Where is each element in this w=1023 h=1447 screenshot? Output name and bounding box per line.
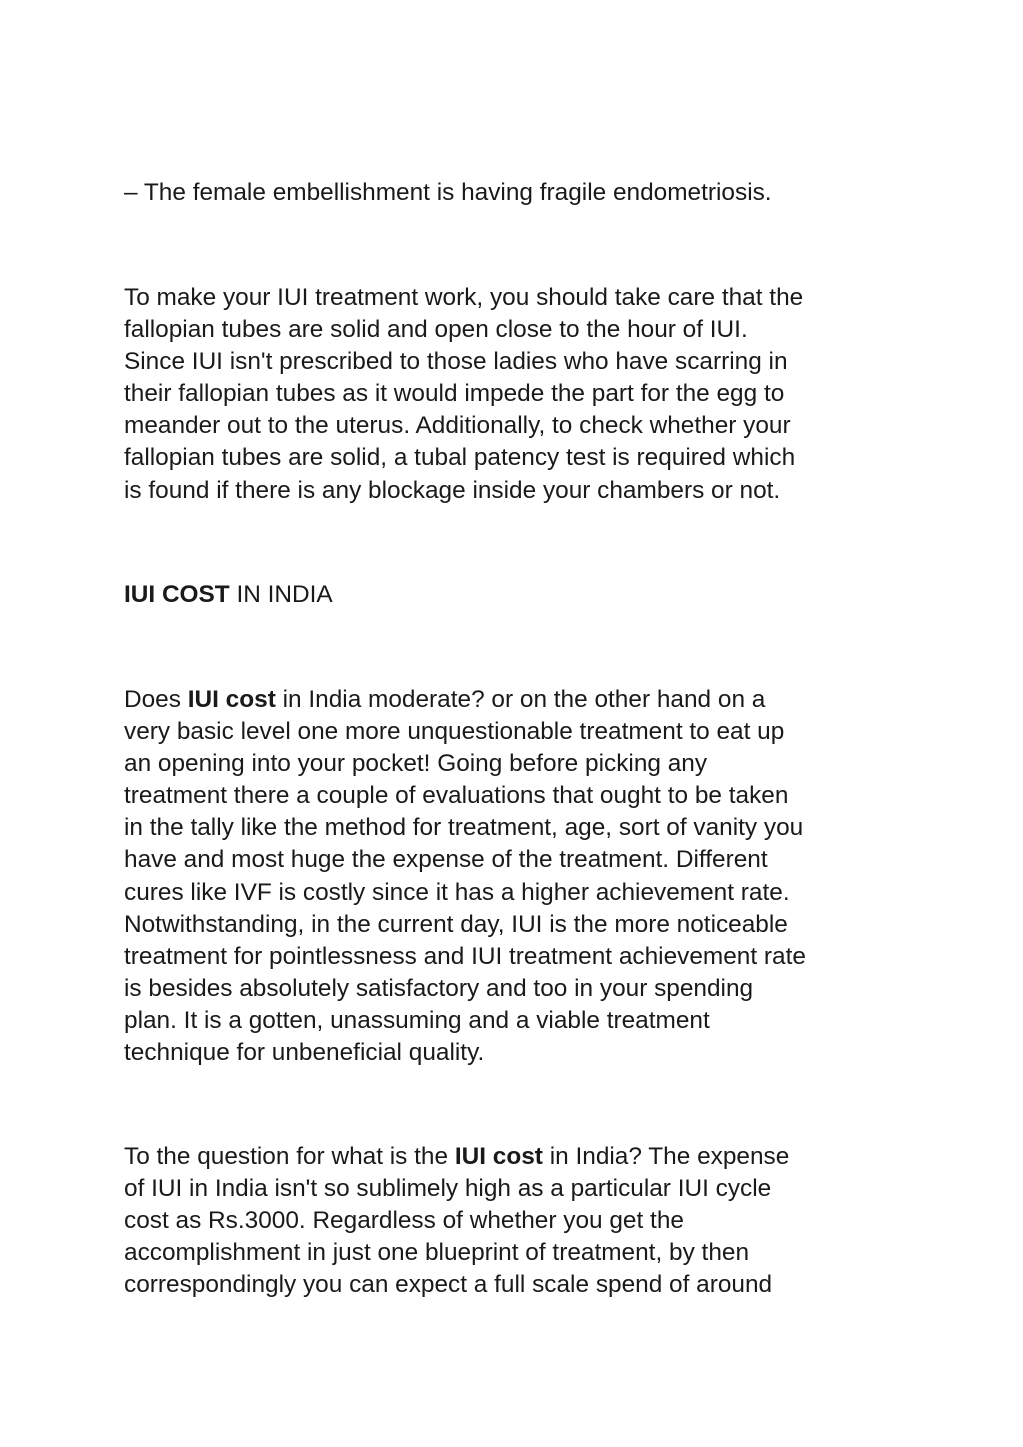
paragraph-iui-cycle-cost bbox=[124, 1141, 904, 1301]
text-line: Since IUI isn't prescribed to those ladies who have scarring in bbox=[124, 348, 788, 376]
text-line: cost as Rs.3000. Regardless of whether you get the bbox=[124, 1207, 684, 1235]
text-line: very basic level one more unquestionable treatment to eat up bbox=[124, 718, 785, 746]
text-run: in India moderate? or on the other hand on a bbox=[275, 686, 766, 713]
paragraph-iui-cost-india bbox=[124, 684, 904, 1069]
text-line bbox=[124, 1141, 904, 1173]
text-line: cures like IVF is costly since it has a higher achievement rate. bbox=[124, 878, 790, 906]
text-line: in the tally like the method for treatment, age, sort of vanity you bbox=[124, 814, 804, 842]
text-line: technique for unbeneficial quality. bbox=[124, 1039, 485, 1067]
text-line: Notwithstanding, in the current day, IUI is the more noticeable bbox=[124, 910, 788, 938]
text-run: To the question for what is the bbox=[124, 1143, 455, 1170]
heading-rest: IN INDIA bbox=[229, 581, 333, 608]
text-line: To make your IUI treatment work, you should take care that the bbox=[124, 284, 804, 311]
text-line bbox=[124, 684, 904, 716]
text-line: is found if there is any blockage inside your chambers or not. bbox=[124, 476, 781, 504]
text-line: is besides absolutely satisfactory and too in your spending bbox=[124, 974, 754, 1002]
paragraph-endometriosis bbox=[124, 177, 904, 209]
paragraph-fallopian-tubes bbox=[124, 282, 904, 507]
text-line: their fallopian tubes as it would impede the part for the egg to bbox=[124, 380, 785, 408]
text-line: of IUI in India isn't so sublimely high as a particular IUI cycle bbox=[124, 1175, 772, 1203]
text-line: fallopian tubes are solid and open close to the hour of IUI. bbox=[124, 316, 748, 344]
text-line: treatment there a couple of evaluations that ought to be taken bbox=[124, 782, 789, 810]
text-line: correspondingly you can expect a full scale spend of around bbox=[124, 1271, 773, 1299]
text-run: Does bbox=[124, 686, 188, 713]
text-line: meander out to the uterus. Additionally, to check whether your bbox=[124, 412, 791, 440]
text-line: an opening into your pocket! Going before picking any bbox=[124, 750, 708, 778]
text-run: in India? The expense bbox=[542, 1143, 790, 1170]
text-line: – The female embellishment is having fragile endometriosis. bbox=[124, 179, 772, 206]
text-line: accomplishment in just one blueprint of treatment, by then bbox=[124, 1239, 750, 1267]
text-line: plan. It is a gotten, unassuming and a viable treatment bbox=[124, 1006, 710, 1034]
bold-keyword: IUI cost bbox=[187, 686, 276, 713]
text-line: fallopian tubes are solid, a tubal patency test is required which bbox=[124, 444, 796, 472]
heading-bold: IUI COST bbox=[124, 581, 230, 608]
bold-keyword: IUI cost bbox=[454, 1143, 543, 1170]
text-line: have and most huge the expense of the treatment. Different bbox=[124, 846, 768, 874]
text-line: treatment for pointlessness and IUI treatment achievement rate bbox=[124, 942, 806, 970]
section-heading-iui-cost bbox=[124, 579, 333, 611]
